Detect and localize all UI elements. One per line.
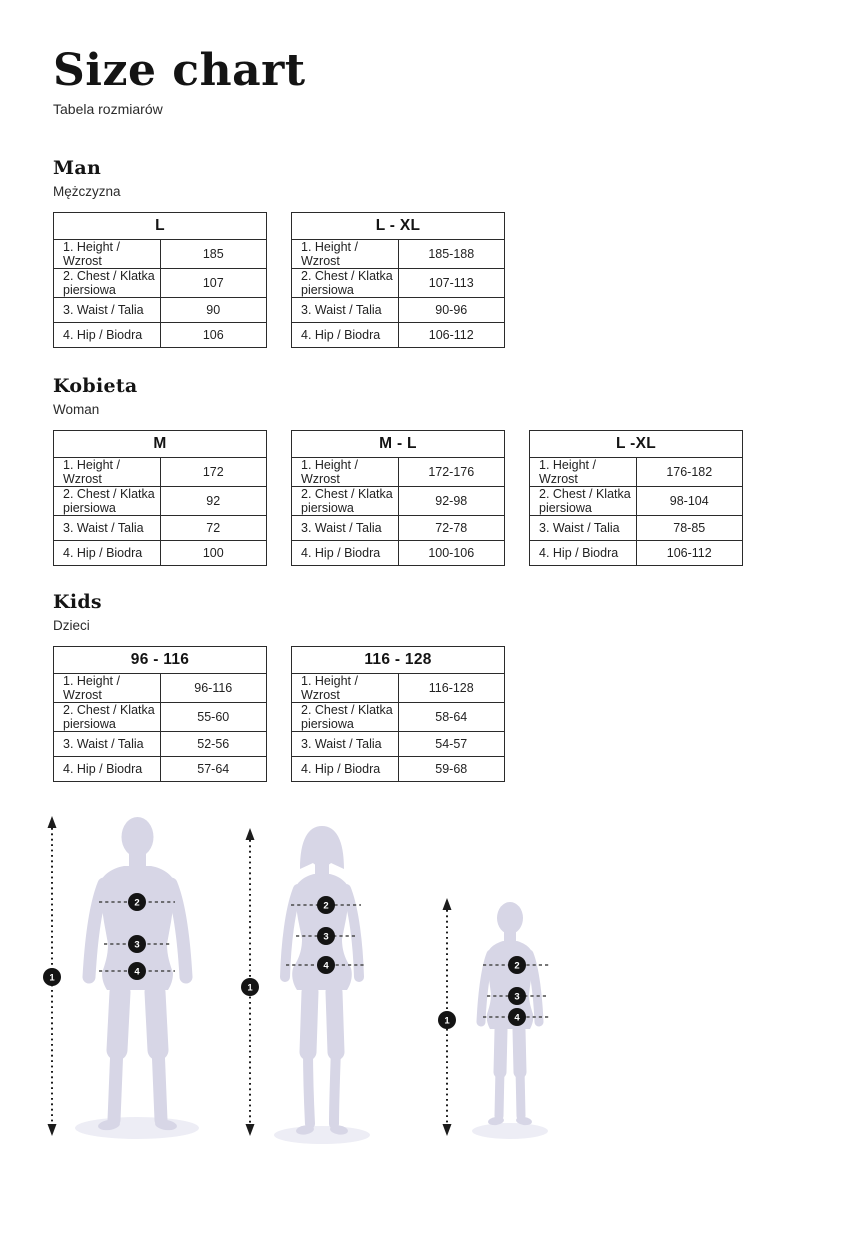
- svg-text:4: 4: [323, 960, 329, 972]
- table-row: [292, 298, 505, 323]
- table-row: [54, 323, 267, 348]
- measurement-value-cell: 176-182: [636, 458, 743, 487]
- measurement-diagram: [0, 794, 848, 1194]
- man-height-arrow: [43, 816, 61, 1136]
- size-chart-page: [0, 45, 848, 782]
- measurement-label-cell: 3. Waist / Talia: [530, 516, 637, 541]
- table-row: [54, 541, 267, 566]
- measurement-value-cell: 78-85: [636, 516, 743, 541]
- table-row: [292, 458, 505, 487]
- table-row: [292, 732, 505, 757]
- measurement-label-cell: 1. Height / Wzrost: [292, 240, 399, 269]
- size-table-header: M: [54, 431, 267, 458]
- size-table-header: L: [54, 213, 267, 240]
- measurement-label-cell: 3. Waist / Talia: [292, 298, 399, 323]
- table-row: [54, 516, 267, 541]
- measurement-label-cell: 2. Chest / Klatka piersiowa: [54, 269, 161, 298]
- size-table-woman-m-l: [291, 430, 505, 566]
- child-height-arrow: [438, 898, 456, 1136]
- size-table-kids-116-128: [291, 646, 505, 782]
- size-table-header: 116 - 128: [292, 647, 505, 674]
- svg-text:3: 3: [514, 991, 520, 1003]
- table-row: [54, 757, 267, 782]
- svg-text:1: 1: [444, 1015, 450, 1027]
- svg-text:1: 1: [247, 982, 253, 994]
- woman-tables-row: [53, 430, 795, 566]
- svg-text:2: 2: [323, 900, 329, 912]
- svg-text:2: 2: [134, 897, 140, 909]
- measurement-value-cell: 106-112: [636, 541, 743, 566]
- size-table-woman-m: [53, 430, 267, 566]
- svg-text:4: 4: [514, 1012, 520, 1024]
- measurement-value-cell: 106-112: [398, 323, 505, 348]
- measurement-value-cell: 92: [160, 487, 267, 516]
- measurement-label-cell: 2. Chest / Klatka piersiowa: [292, 269, 399, 298]
- measurement-value-cell: 92-98: [398, 487, 505, 516]
- measurement-label-cell: 1. Height / Wzrost: [54, 674, 161, 703]
- size-table-kids-96-116: [53, 646, 267, 782]
- child-waist-marker: [508, 987, 526, 1005]
- measurement-value-cell: 100: [160, 541, 267, 566]
- child-hip-marker: [508, 1008, 526, 1026]
- measurement-value-cell: 107-113: [398, 269, 505, 298]
- measurement-label-cell: 3. Waist / Talia: [54, 732, 161, 757]
- figure-woman: [241, 826, 370, 1144]
- table-row: [54, 298, 267, 323]
- measurement-value-cell: 90-96: [398, 298, 505, 323]
- man-chest-marker: [128, 893, 146, 911]
- man-waist-marker: [128, 935, 146, 953]
- measurement-label-cell: 2. Chest / Klatka piersiowa: [54, 703, 161, 732]
- table-row: [54, 240, 267, 269]
- child-floor-shadow: [472, 1123, 548, 1139]
- child-chest-marker: [508, 956, 526, 974]
- measurement-value-cell: 116-128: [398, 674, 505, 703]
- table-row: [292, 674, 505, 703]
- table-row: [292, 703, 505, 732]
- woman-chest-marker: [317, 896, 335, 914]
- measurement-label-cell: 4. Hip / Biodra: [292, 757, 399, 782]
- measurement-value-cell: 72-78: [398, 516, 505, 541]
- section-man: [53, 157, 795, 348]
- section-heading-woman: Kobieta: [53, 375, 138, 398]
- section-heading-kids: Kids: [53, 591, 102, 614]
- measurement-value-cell: 172-176: [398, 458, 505, 487]
- measurement-value-cell: 185-188: [398, 240, 505, 269]
- size-table-man-l: [53, 212, 267, 348]
- table-row: [530, 458, 743, 487]
- measurement-label-cell: 4. Hip / Biodra: [54, 541, 161, 566]
- measurement-value-cell: 57-64: [160, 757, 267, 782]
- woman-hip-marker: [317, 956, 335, 974]
- measurement-label-cell: 2. Chest / Klatka piersiowa: [292, 703, 399, 732]
- measurement-value-cell: 106: [160, 323, 267, 348]
- man-floor-shadow: [75, 1117, 199, 1139]
- figure-child: [438, 898, 551, 1139]
- size-table-header: 96 - 116: [54, 647, 267, 674]
- woman-floor-shadow: [274, 1126, 370, 1144]
- measurement-value-cell: 172: [160, 458, 267, 487]
- section-subheading-man: Mężczyzna: [53, 184, 121, 200]
- table-row: [54, 458, 267, 487]
- measurement-label-cell: 3. Waist / Talia: [54, 298, 161, 323]
- measurement-label-cell: 4. Hip / Biodra: [292, 323, 399, 348]
- svg-text:4: 4: [134, 966, 140, 978]
- measurement-label-cell: 2. Chest / Klatka piersiowa: [54, 487, 161, 516]
- measurement-value-cell: 185: [160, 240, 267, 269]
- page-title: Size chart: [53, 45, 306, 96]
- measurement-value-cell: 96-116: [160, 674, 267, 703]
- table-row: [54, 703, 267, 732]
- measurement-label-cell: 1. Height / Wzrost: [54, 458, 161, 487]
- measurement-value-cell: 98-104: [636, 487, 743, 516]
- table-row: [530, 541, 743, 566]
- measurement-value-cell: 54-57: [398, 732, 505, 757]
- measurement-label-cell: 1. Height / Wzrost: [292, 458, 399, 487]
- man-hip-marker: [128, 962, 146, 980]
- section-woman: [53, 375, 795, 566]
- svg-text:2: 2: [514, 960, 520, 972]
- measurement-value-cell: 52-56: [160, 732, 267, 757]
- table-row: [530, 516, 743, 541]
- measurement-label-cell: 1. Height / Wzrost: [530, 458, 637, 487]
- section-subheading-kids: Dzieci: [53, 618, 90, 634]
- table-row: [292, 757, 505, 782]
- measurement-label-cell: 3. Waist / Talia: [292, 732, 399, 757]
- woman-waist-marker: [317, 927, 335, 945]
- section-subheading-woman: Woman: [53, 402, 100, 418]
- measurement-label-cell: 3. Waist / Talia: [292, 516, 399, 541]
- table-row: [54, 732, 267, 757]
- measurement-value-cell: 59-68: [398, 757, 505, 782]
- woman-height-arrow: [241, 828, 259, 1136]
- size-table-woman-l-xl: [529, 430, 743, 566]
- table-row: [54, 269, 267, 298]
- page-subtitle: Tabela rozmiarów: [53, 101, 163, 118]
- measurement-label-cell: 4. Hip / Biodra: [54, 757, 161, 782]
- woman-silhouette: [285, 826, 359, 1136]
- measurement-value-cell: 55-60: [160, 703, 267, 732]
- svg-text:1: 1: [49, 972, 55, 984]
- measurement-value-cell: 72: [160, 516, 267, 541]
- measurement-label-cell: 2. Chest / Klatka piersiowa: [292, 487, 399, 516]
- kids-tables-row: [53, 646, 795, 782]
- table-row: [530, 487, 743, 516]
- measurement-value-cell: 58-64: [398, 703, 505, 732]
- table-row: [54, 487, 267, 516]
- measurement-label-cell: 1. Height / Wzrost: [54, 240, 161, 269]
- figure-man: [43, 816, 199, 1139]
- section-kids: [53, 591, 795, 782]
- table-row: [292, 323, 505, 348]
- measurement-label-cell: 4. Hip / Biodra: [530, 541, 637, 566]
- size-table-header: M - L: [292, 431, 505, 458]
- table-row: [292, 516, 505, 541]
- man-tables-row: [53, 212, 795, 348]
- table-row: [292, 541, 505, 566]
- measurement-value-cell: 90: [160, 298, 267, 323]
- size-table-header: L -XL: [530, 431, 743, 458]
- measurement-value-cell: 107: [160, 269, 267, 298]
- svg-text:3: 3: [323, 931, 329, 943]
- svg-text:3: 3: [134, 939, 140, 951]
- table-row: [292, 487, 505, 516]
- measurement-label-cell: 3. Waist / Talia: [54, 516, 161, 541]
- size-table-man-l-xl: [291, 212, 505, 348]
- size-table-header: L - XL: [292, 213, 505, 240]
- measurement-label-cell: 4. Hip / Biodra: [54, 323, 161, 348]
- measurement-value-cell: 100-106: [398, 541, 505, 566]
- section-heading-man: Man: [53, 157, 102, 180]
- table-row: [54, 674, 267, 703]
- table-row: [292, 269, 505, 298]
- measurement-label-cell: 2. Chest / Klatka piersiowa: [530, 487, 637, 516]
- measurement-label-cell: 4. Hip / Biodra: [292, 541, 399, 566]
- measurement-label-cell: 1. Height / Wzrost: [292, 674, 399, 703]
- body-measurement-figure: [0, 794, 848, 1194]
- table-row: [292, 240, 505, 269]
